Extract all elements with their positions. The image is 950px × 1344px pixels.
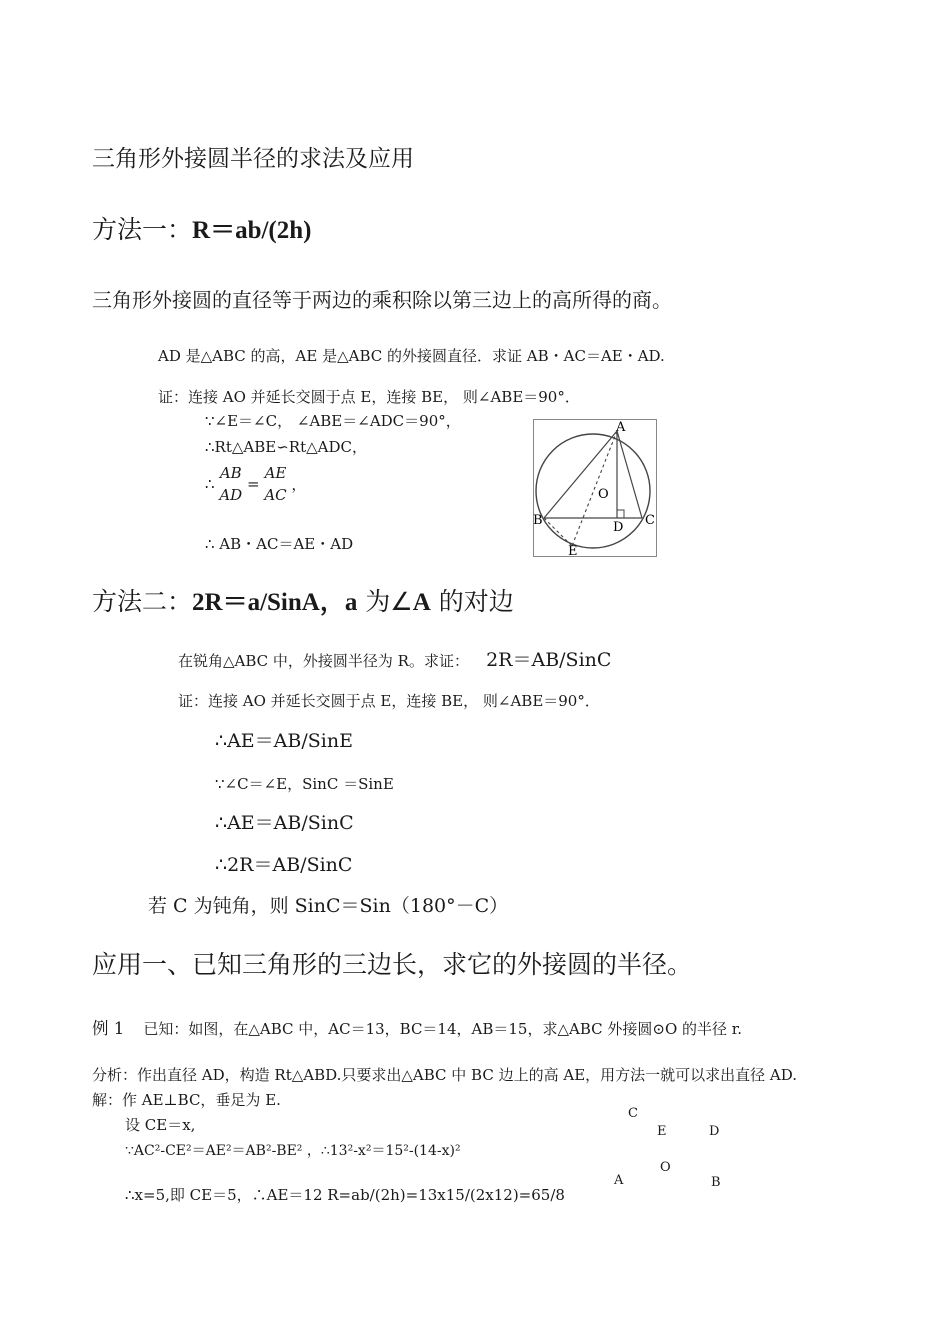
therefore-symbol: ∴ (205, 475, 215, 493)
example1-result: ∴x=5,即 CE＝5，∴AE＝12 R=ab/(2h)=13x15/(2x12)=65/8 (125, 1186, 565, 1204)
fig2-label-d: D (709, 1124, 720, 1139)
example1-text: 已知：如图，在△ABC 中，AC＝13，BC＝14，AB＝15，求△ABC 外接圆⊙O 的半径 r. (143, 1020, 743, 1038)
method1-heading (92, 210, 311, 246)
page-title: 三角形外接圆半径的求法及应用 (92, 146, 414, 172)
fraction-ae-ac (264, 462, 286, 506)
side-ab (544, 431, 617, 518)
fig2-label-c: C (628, 1106, 638, 1121)
method2-step1: ∴AE＝AB/SinE (215, 730, 353, 752)
fig1-label-d: D (613, 520, 624, 535)
method2-heading-a: A (412, 589, 431, 616)
example1-line (92, 1015, 742, 1039)
fraction2-numerator: AE (264, 464, 287, 482)
fig1-label-b: B (533, 513, 543, 528)
method1-formula: R＝ab/(2h) (192, 217, 312, 244)
method1-heading-label: 方法一： (92, 215, 193, 244)
method2-heading-end: 的对边 (430, 587, 514, 616)
fig2-label-a: A (614, 1173, 624, 1188)
equals-sign: = (246, 475, 260, 493)
example1-solution: 解：作 AE⊥BC，垂足为 E. (92, 1091, 281, 1109)
method2-step3: ∴AE＝AB/SinC (215, 812, 354, 834)
diameter-ae (572, 431, 617, 546)
method1-proof-line2: ∵∠E＝∠C， ∠ABE＝∠ADC＝90°， (205, 412, 461, 430)
circle-figure-1 (532, 418, 658, 558)
method2-proof-line1: 证：连接 AO 并延长交圆于点 E，连接 BE， 则∠ABE＝90°． (178, 692, 600, 710)
method2-problem (178, 645, 611, 672)
method2-problem-prefix: 在锐角△ABC 中，外接圆半径为 R。求证： (178, 652, 469, 670)
method2-obtuse-note: 若 C 为钝角，则 SinC＝Sin（180°－C） (148, 895, 509, 917)
example1-equation: ∵AC²-CE²＝AE²＝AB²-BE² ，∴13²-x²＝15²-(14-x)² (125, 1143, 461, 1159)
method2-heading-mid: 为∠ (357, 587, 413, 616)
method1-proof-line3: ∴Rt△ABE∽Rt△ADC， (205, 438, 367, 456)
fraction2-denominator: AC (264, 486, 287, 504)
fig1-label-e: E (568, 544, 578, 558)
fig1-label-o: O (598, 487, 609, 502)
right-angle-mark (617, 510, 624, 518)
fig1-label-c: C (645, 513, 655, 528)
fig1-label-a: A (616, 420, 626, 435)
side-ac (617, 431, 642, 518)
method1-conclusion: ∴ AB・AC＝AE・AD (205, 535, 354, 553)
fig2-label-o: O (660, 1160, 671, 1175)
method2-heading (92, 582, 514, 618)
method1-statement: 三角形外接圆的直径等于两边的乘积除以第三边上的高所得的商。 (92, 288, 672, 312)
example1-let: 设 CE＝x, (125, 1116, 196, 1134)
example1-analysis: 分析：作出直径 AD，构造 Rt△ABD.只要求出△ABC 中 BC 边上的高 AE，用方法一就可以求出直径 AD. (92, 1066, 798, 1084)
circumcircle (536, 434, 650, 548)
method1-proof-line1: 证：连接 AO 并延长交圆于点 E，连接 BE， 则∠ABE＝90°． (158, 388, 580, 406)
application1-heading: 应用一、已知三角形的三边长，求它的外接圆的半径。 (92, 950, 693, 979)
fraction1-numerator: AB (219, 464, 242, 482)
fig2-label-b: B (711, 1175, 721, 1190)
method2-problem-formula: 2R＝AB/SinC (486, 649, 612, 671)
method2-step2: ∵∠C＝∠E，SinC ＝SinE (215, 775, 394, 793)
method2-heading-label: 方法二： (92, 587, 193, 616)
method2-step4: ∴2R＝AB/SinC (215, 854, 353, 876)
fraction-ab-ad (219, 462, 242, 506)
fig2-label-e: E (657, 1124, 667, 1139)
fraction1-denominator: AD (219, 486, 243, 504)
method2-formula: 2R＝a/SinA，a (192, 589, 358, 616)
example1-label: 例 1 (92, 1019, 125, 1038)
comma: ， (291, 475, 307, 494)
method1-fraction-line (205, 462, 306, 506)
method1-problem: AD 是△ABC 的高，AE 是△ABC 的外接圆直径．求证 AB・AC＝AE・AD. (158, 347, 665, 365)
